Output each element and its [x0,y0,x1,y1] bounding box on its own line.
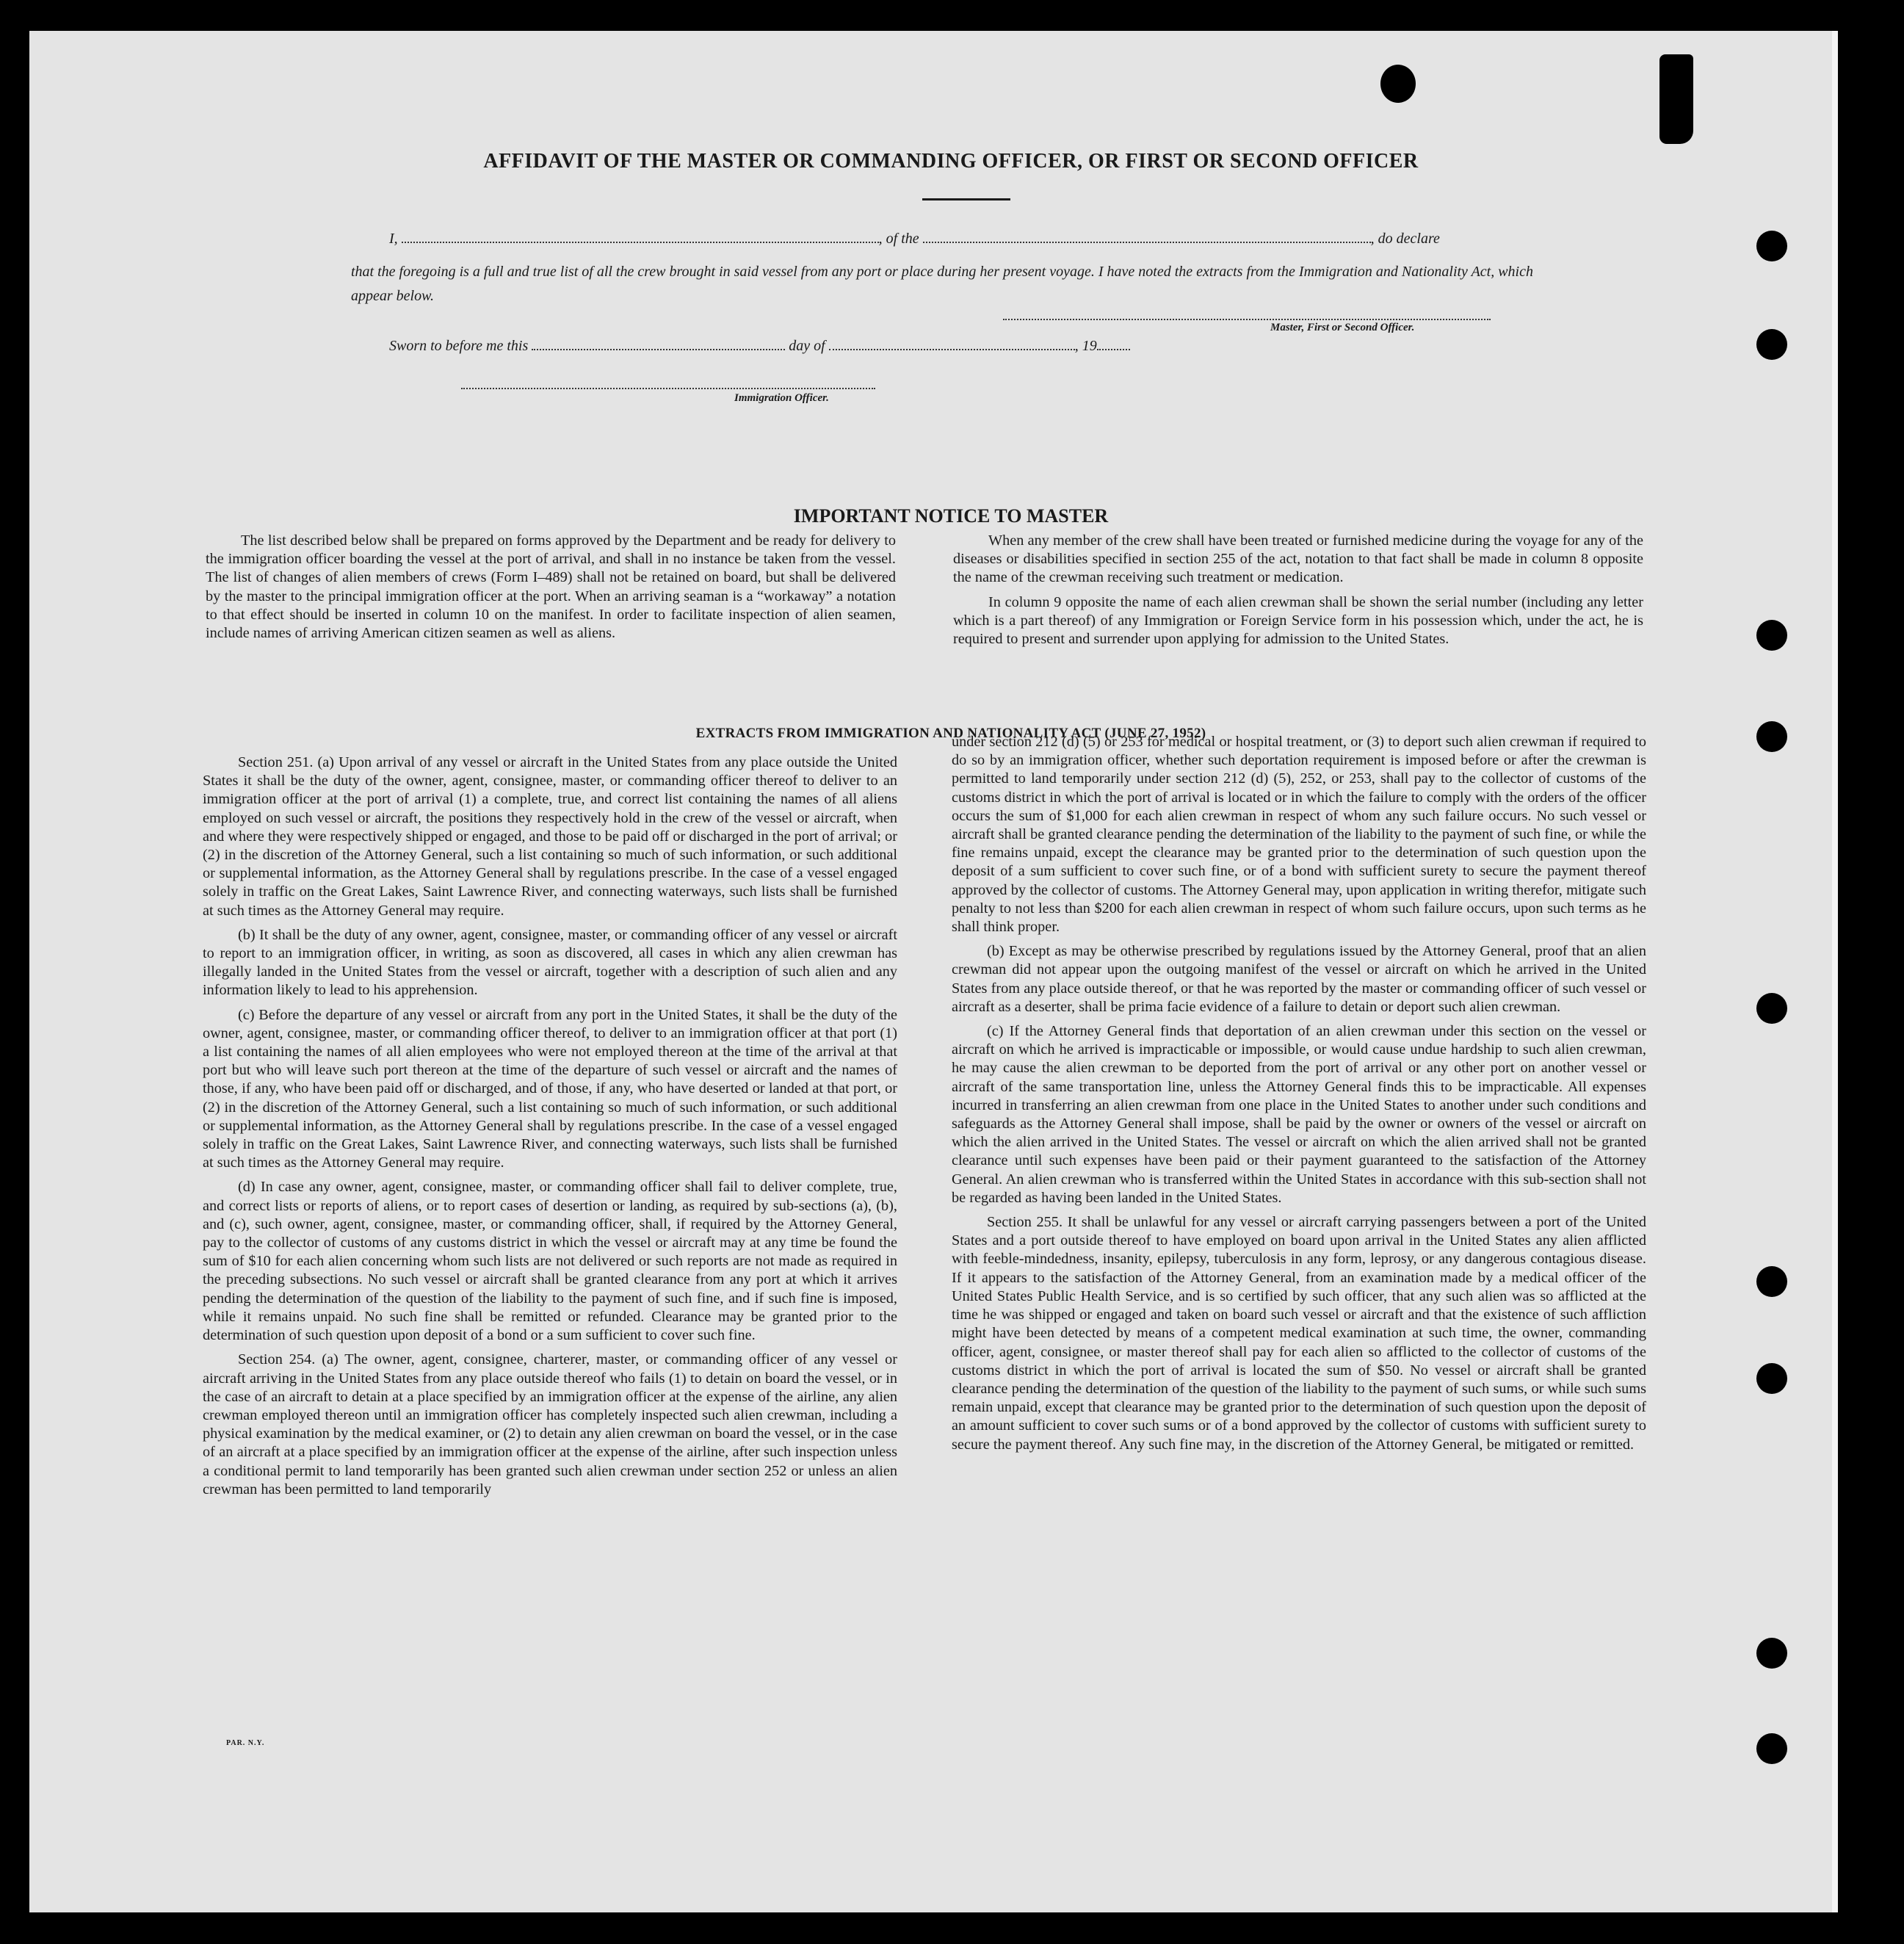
year-label: , 19 [1074,338,1097,354]
of-the-label: , of the [878,231,919,247]
punch-hole [1756,1266,1787,1297]
do-declare-label: , do declare [1370,231,1440,247]
affidavit-title: AFFIDAVIT OF THE MASTER OR COMMANDING OFFICER, OR FIRST OR SECOND OFFICER [483,150,1419,173]
sworn-label: Sworn to before me this [389,338,529,354]
torn-edge [1659,54,1693,144]
punch-hole [1756,1363,1787,1394]
extracts-right-column [952,733,1646,1460]
declarant-line [389,231,1440,247]
punch-hole [1756,329,1787,360]
sworn-day-field[interactable] [532,339,785,350]
vessel-name-field[interactable] [923,231,1371,243]
sworn-month-field[interactable] [829,339,1075,350]
extracts-left-column [203,754,897,1505]
notice-right-column [953,532,1643,654]
declaration-text: that the foregoing is a full and true list of all the crew brought in said vessel from any port or place during her present voyage. I have noted the extracts from the Immigration and Nationality Act, which appear below. [351,264,1533,304]
punch-hole [1756,1638,1787,1669]
section-251-a: Section 251. (a) Upon arrival of any vessel or aircraft in the United States from any place outside the United States it shall be the duty of the owner, agent, consignee, master, or commanding officer thereof to deliver to an immigration officer at the port of arrival (1) a complete, true, and correct list containing the names of all aliens employed on such vessel or aircraft, the positions they respectively hold in the crew of the vessel or aircraft, when and where they were respectively shipped or engaged, and those to be paid off or discharged in the port of arrival; or (2) in the discretion of the Attorney General, such a list containing so much of such information, or such additional or supplemental information, as the Attorney General shall by regulations prescribe. In the case of a vessel engaged solely in traffic on the Great Lakes, Saint Lawrence River, and connecting waterways, such lists shall be furnished at such times as the Attorney General may require. [203,754,897,919]
declarant-name-field[interactable] [402,231,879,243]
document-page [29,31,1838,1912]
punch-hole [1756,1733,1787,1764]
notice-right-paragraph-1: When any member of the crew shall have been treated or furnished medicine during the voyage for any of the diseases or disabilities specified in section 255 of the act, notation to that fact shall be made in column 8 opposite the name of the crewman receiving such treatment or medication. [953,532,1643,586]
extracts-title: EXTRACTS FROM IMMIGRATION AND NATIONALITY ACT (JUNE 27, 1952) [695,726,1206,741]
section-254-a: Section 254. (a) The owner, agent, consignee, charterer, master, or commanding officer of any vessel or aircraft arriving in the United States from any place outside thereof who fails (1) to detain on board the vessel, or in the case of an aircraft to detain at a place specified by an immigration officer at the expense of the airline, any alien crewman employed thereon until an immigration officer has completely inspected such alien crewman, including a physical examination by the medical examiner, or (2) to detain any alien crewman on board the vessel, or in the case of an aircraft at a place specified by an immigration officer at the expense of the airline, after such inspection unless a conditional permit to land temporarily has been granted such alien crewman under section 252 or unless an alien crewman has been permitted to land temporarily [203,1351,897,1497]
notice-right-paragraph-2: In column 9 opposite the name of each alien crewman shall be shown the serial number (including any letter which is a part thereof) of any Immigration or Foreign Service form in his possession which, under the act, he is required to present and surrender upon applying for admission to the United States. [953,593,1643,648]
section-251-b: (b) It shall be the duty of any owner, agent, consignee, master, or commanding officer of any vessel or aircraft to report to an immigration officer, in writing, as soon as discovered, all cases in which any alien crewman has illegally landed in the United States from the vessel or aircraft, together with a description of such alien and any information likely to lead to his apprehension. [203,926,897,999]
title-rule [922,198,1010,200]
i-label: I, [389,231,398,247]
notice-left-column [206,532,896,648]
notice-title: IMPORTANT NOTICE TO MASTER [793,505,1109,527]
day-of-label: day of [789,338,825,354]
section-254-a-continued: under section 212 (d) (5) or 253 for medical or hospital treatment, or (3) to deport such alien crewman if required to do so by an immigration officer, whether such deportation requirement is imposed before or after the crewman is permitted to land temporarily under section 212 (d) (5), 252, or 253, shall pay to the collector of customs of the customs district in which the port of arrival is located or in which the failure to comply with the orders of the officer occurs the sum of $1,000 for each alien crewman in respect of whom any such failure occurs. No such vessel or aircraft shall be granted clearance pending the determination of the liability to the payment of such fine, or while the fine remains unpaid, except the clearance may be granted prior to the determination of such question upon the deposit of a sum sufficient to cover such fine, or of a bond with sufficient surety to secure the payment thereof approved by the collector of customs. The Attorney General may, upon application in writing therefor, mitigate such penalty to not less than $200 for each alien crewman in respect of whom such failure occurs, upon such terms as he shall think proper. [952,734,1646,936]
punch-hole [1756,231,1787,261]
section-255: Section 255. It shall be unlawful for any vessel or aircraft carrying passengers between a port of the United States and a port outside thereof to have employed on board upon arrival in the United States any alien afflicted with feeble-mindedness, insanity, epilepsy, tuberculosis in any form, leprosy, or any dangerous contagious disease. If it appears to the satisfaction of the Attorney General, from an examination made by a medical officer of the United States Public Health Service, and is so certified by such officer, that any such alien was so afflicted at the time he was shipped or engaged and taken on board such vessel or aircraft and that the existence of such affliction might have been detected by means of a competent medical examination at such time, the owner, commanding officer, agent, consignee, or master thereof shall pay for each alien so afflicted to the collector of customs of the customs district in which the port of arrival is located the sum of $50. No vessel or aircraft shall be granted clearance pending the determination of the question of the liability to the payment of such sums, or while such sums remain unpaid, except that clearance may be granted prior to the determination of such question upon the deposit of an amount sufficient to cover such sums or of a bond approved by the collector of customs with sufficient surety to secure the payment thereof. Any such fine may, in the discretion of the Attorney General, be mitigated or remitted. [952,1214,1646,1453]
section-254-c: (c) If the Attorney General finds that deportation of an alien crewman under this section on the vessel or aircraft on which he arrived is impracticable or impossible, or would cause undue hardship to such alien crewman, he may cause the alien crewman to be deported from the port of arrival or any other port on another vessel or aircraft of the same transportation line, unless the Attorney General finds this to be impracticable. All expenses incurred in transferring an alien crewman from one place in the United States to another under such conditions and safeguards as the Attorney General shall impose, shall be paid by the owner or owners of the vessel or aircraft on which the alien arrived in the United States. The vessel or aircraft on which the alien arrived shall not be granted clearance until such expenses have been paid or their payment guaranteed to the satisfaction of the Attorney General. An alien crewman who is transferred within the United States in accordance with this sub-section shall not be regarded as having been landed in the United States. [952,1023,1646,1206]
sworn-line [389,338,1130,355]
immigration-officer-signature-line[interactable] [461,388,875,389]
master-signature-line[interactable] [1003,319,1491,320]
notice-left-paragraph: The list described below shall be prepared on forms approved by the Department and be ready for delivery to the immigration officer boarding the vessel at the port of arrival, and shall in no instance be taken from the vessel. The list of changes of alien members of crews (Form I–489) shall not be retained on board, but shall be delivered by the master to the principal immigration officer at the port. When an arriving seaman is a “workaway” a notation to that effect should be inserted in column 10 on the manifest. In order to facilitate inspection of alien seamen, include names of arriving American citizen seamen as well as aliens. [206,532,896,642]
punch-hole [1380,65,1416,103]
printer-mark: PAR. N.Y. [226,1739,265,1747]
sworn-year-field[interactable] [1097,339,1130,350]
master-signature-label: Master, First or Second Officer. [1270,322,1415,333]
section-254-b: (b) Except as may be otherwise prescribed by regulations issued by the Attorney General, proof that an alien crewman did not appear upon the outgoing manifest of the vessel or aircraft on which he arrived in the United States from any place outside thereof, or that he was reported by the master or commanding officer of such vessel or aircraft as a deserter, shall be prima facie evidence of a failure to detain or deport such alien crewman. [952,943,1646,1015]
punch-hole [1756,993,1787,1024]
section-251-d: (d) In case any owner, agent, consignee, master, or commanding officer shall fail to deliver complete, true, and correct lists or reports of aliens, or to report cases of desertion or landing, as required by sub-sections (a), (b), and (c), such owner, agent, consignee, master, or commanding officer, shall, if required by the Attorney General, pay to the collector of customs of any customs district in which the vessel or aircraft may at any time be found the sum of $10 for each alien concerning whom such lists are not delivered or such reports are not made as required in the preceding subsections. No such vessel or aircraft shall be granted clearance from any port at which it arrives pending the determination of the question of the liability to the payment of such fine, and if such fine is imposed, while it remains unpaid. No such fine shall be remitted or refunded. Clearance may be granted prior to the determination of such question upon deposit of a bond or a sum sufficient to cover such fine. [203,1179,897,1344]
immigration-officer-label: Immigration Officer. [734,392,829,404]
section-251-c: (c) Before the departure of any vessel or aircraft from any port in the United States, it shall be the duty of the owner, agent, consignee, master, or commanding officer thereof, to deliver to an immigration officer at that port (1) a list containing the names of all alien employees who were not employed thereon at the time of the arrival at that port but who will leave such port thereon at the time of the departure of such vessel or aircraft and the names of those, if any, who have been paid off or discharged, and of those, if any, who have deserted or landed at that port, or (2) in the discretion of the Attorney General, such a list containing so much of such information, or such additional or supplemental information, as the Attorney General shall by regulations prescribe. In the case of a vessel engaged solely in traffic on the Great Lakes, Saint Lawrence River, and connecting waterways, such lists shall be furnished at such times as the Attorney General may require. [203,1006,897,1171]
punch-hole [1756,620,1787,651]
